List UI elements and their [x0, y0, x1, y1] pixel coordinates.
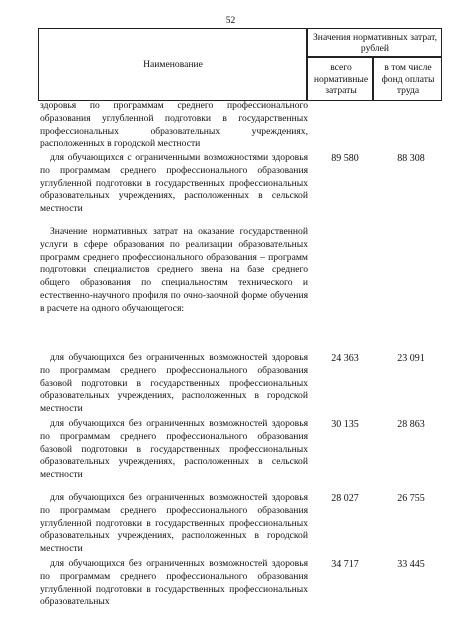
payroll-header-label: в том числе фонд оплаты труда [381, 62, 435, 97]
row-payroll: 33 445 [397, 559, 425, 570]
row-description: для обучающихся без ограниченных возможностей здоровья по программам среднего профессионального образования углубленной подготовки в государственных профессиональных образовательных [40, 558, 308, 608]
row-payroll: 28 863 [397, 419, 425, 430]
row-total: 24 363 [331, 353, 359, 364]
row-total: 30 135 [331, 419, 359, 430]
name-header-label: Наименование [143, 58, 203, 70]
total-header-label: всего нормативные затраты [313, 62, 369, 97]
row-description: для обучающихся без ограниченных возможностей здоровья по программам среднего профессионального образования базовой подготовки в государственных профессиональных образовательных учреждениях, расположенных в городской местности [40, 352, 308, 414]
row-payroll: 26 755 [397, 493, 425, 504]
row-description: здоровья по программам среднего профессионального образования углубленной подготовки в государственных профессиональных образовательных учреждениях, расположенных в городской местности [40, 100, 308, 150]
row-total: 34 717 [331, 559, 359, 570]
row-total: 89 580 [331, 153, 359, 164]
row-description: для обучающихся без ограниченных возможностей здоровья по программам среднего профессионального образования базовой подготовки в государственных профессиональных образовательных учреждениях, расположенных в сельской местности [40, 418, 308, 480]
row-description: Значение нормативных затрат на оказание государственной услуги в сфере образования по реализации образовательных программ среднего профессионального образования – программ подготовки специалистов среднего звена на базе среднего общего образования по специальностям технического и естественно-научного профиля по очно-заочной форме обучения в расчете на одного обучающегося: [40, 226, 308, 314]
row-description: для обучающихся без ограниченных возможностей здоровья по программам среднего профессионального образования углубленной подготовки в государственных профессиональных образовательных учреждениях, расположенных в городской местности [40, 492, 308, 554]
row-payroll: 23 091 [397, 353, 425, 364]
row-total: 28 027 [331, 493, 359, 504]
row-payroll: 88 308 [397, 153, 425, 164]
values-header-label: Значения нормативных затрат, рублей [313, 31, 437, 54]
row-description: для обучающихся с ограниченными возможностями здоровья по программам среднего профессионального образования углубленной подготовки в государственных профессиональных образовательных учреждениях, расположенных в сельской местности [40, 152, 308, 214]
table-header [38, 28, 441, 100]
page-number: 52 [225, 16, 236, 26]
